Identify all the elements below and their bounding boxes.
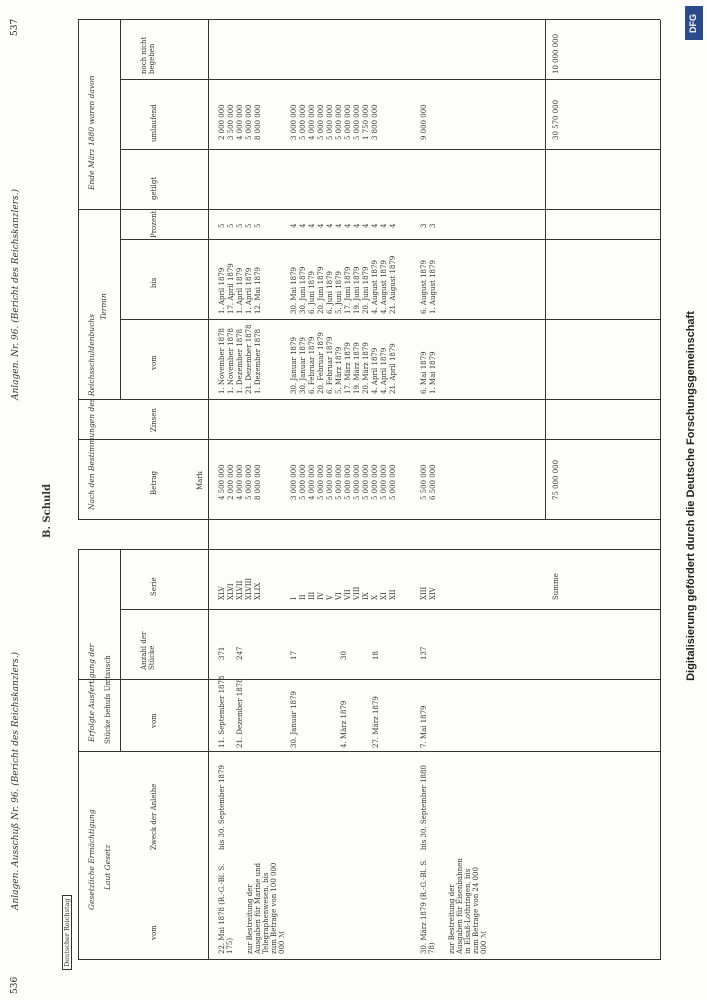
row2-from-3: 6. Februar 1879 (308, 336, 316, 394)
row1-pct-4: 5 (245, 223, 253, 228)
left-page-number: 536 (10, 976, 20, 994)
row2-from-5: 6. Februar 1879 (326, 336, 334, 394)
row2-umlaufend-2: 5 000 000 (299, 104, 307, 140)
row2-series-5: V (326, 594, 334, 600)
header-redeemed-group: Ende März 1880 waren davon (87, 75, 96, 190)
row2-series-3: III (308, 591, 316, 600)
header-due-group: Termin (99, 293, 108, 320)
row3-amount-1: 5 500 000 (420, 464, 428, 500)
row3-from-1: 6. Mai 1879 (420, 351, 428, 394)
row2-pct-1: 4 (290, 223, 298, 228)
dfg-credit-text: Digitalisierung gefördert durch die Deutsche Forschungsgemeinschaft (685, 311, 697, 681)
row2-umlaufend-9: 1 750 000 (362, 104, 370, 140)
row2-umlaufend-7: 5 000 000 (344, 104, 352, 140)
row2-amounts-11: 5 000 000 (380, 464, 388, 500)
header-circulating: umlaufend (150, 104, 158, 142)
totals-not-issued: 10 000 000 (552, 33, 560, 74)
right-running-head: Anlagen. Nr. 96. (Bericht des Reichskanzlers.) (11, 188, 21, 400)
row1-amount-3: 4 000 000 (236, 464, 244, 500)
row1-amount-1: 4 500 000 (218, 464, 226, 500)
row1-count-2: 247 (236, 646, 244, 660)
row1-to-4: 1. April 1879 (245, 267, 253, 314)
row2-pct-10: 4 (371, 223, 379, 228)
row2-issue-date-2: 4. März 1879 (340, 700, 348, 748)
row2-pct-5: 4 (326, 223, 334, 228)
row2-series-8: VIII (353, 586, 361, 600)
header-unit: Mark (196, 471, 204, 490)
header-due-to: bis (150, 277, 158, 288)
row2-amounts-6: 5 000 000 (335, 464, 343, 500)
row2-umlaufend-5: 5 000 000 (326, 104, 334, 140)
row2-from-6: 5. März 1879 (335, 346, 343, 394)
row1-circ-4: 5 000 000 (245, 104, 253, 140)
row2-from-10: 4. April 1879 (371, 347, 379, 394)
row1-to-3: 1. April 1879 (236, 267, 244, 314)
row2-to-5: 6. Juni 1879 (326, 270, 334, 314)
row1-series-2: XLVI (227, 583, 235, 600)
row1-amount-4: 5 000 000 (245, 464, 253, 500)
header-group-right: Nach den Bestimmungen des Reichsschuldenbuchs (87, 314, 96, 510)
header-interest: Zinsen (150, 408, 158, 432)
row1-from-4: 21. Dezember 1878 (245, 324, 253, 394)
header-redeemed: getilgt (150, 176, 158, 200)
row2-issue-date-3: 27. März 1879 (372, 696, 380, 748)
row1-pct-1: 5 (218, 223, 226, 228)
row2-from-12: 21. April 1879 (389, 343, 397, 394)
row2-amounts-3: 4 000 000 (308, 464, 316, 500)
row1-series-1: XLV (218, 586, 226, 600)
row2-to-7: 17. Juni 1879 (344, 266, 352, 314)
row1-count-1: 371 (218, 646, 226, 660)
row2-from-1: 30. Januar 1879 (290, 337, 298, 394)
left-running-head: Anlagen. Ausschuß Nr. 96. (Bericht des Reichskanzlers.) (11, 651, 21, 910)
row3-to-2: 1. August 1879 (429, 260, 437, 314)
row2-pct-12: 4 (389, 223, 397, 228)
row1-to-2: 17. April 1879 (227, 263, 235, 314)
row3-issue-date-1: 7. Mai 1879 (420, 705, 428, 748)
row3-purpose: zur Bestreitung der Ausgaben für Eisenbahnen in Elsaß-Lothringen, bis zum Betrage von 24 000 000 ℳ (448, 858, 488, 954)
row2-umlaufend-6: 5 000 000 (335, 104, 343, 140)
row2-count-3: 18 (372, 651, 380, 660)
row2-count-1: 17 (290, 651, 298, 660)
header-amount: Betrag (150, 470, 158, 495)
header-percent: Prozent (150, 210, 158, 238)
header-due-from: vom (150, 355, 158, 370)
row2-series-9: IX (362, 592, 370, 600)
row1-pct-5: 5 (254, 223, 262, 228)
row2-pct-3: 4 (308, 223, 316, 228)
row2-umlaufend-10: 3 800 000 (371, 104, 379, 140)
row2-umlaufend-8: 5 000 000 (353, 104, 361, 140)
header-issue-group: Erfolgte Ausfertigung der (87, 643, 96, 742)
row2-series-1: I (290, 597, 298, 600)
dfg-logo-icon: DFG (685, 6, 703, 40)
row1-to-1: 1. April 1879 (218, 267, 226, 314)
row1-series-5: XLIX (254, 582, 262, 600)
row3-to-1: 6. August 1879 (420, 260, 428, 314)
row2-series-4: IV (317, 592, 325, 600)
row2-to-8: 19. Juni 1879 (353, 266, 361, 314)
row2-issue-date-1: 30. Januar 1879 (290, 691, 298, 748)
totals-amount: 75 000 000 (552, 459, 560, 500)
row1-to-5: 12. Mai 1879 (254, 267, 262, 314)
row2-pct-7: 4 (344, 223, 352, 228)
row2-pct-6: 4 (335, 223, 343, 228)
row3-series-2: XIV (429, 587, 437, 600)
row1-from-1: 1. November 1878 (218, 328, 226, 394)
header-series: Serie (150, 577, 158, 596)
row1-pct-3: 5 (236, 223, 244, 228)
row3-pct-2: 3 (429, 223, 437, 228)
section-marker: B. Schuld (42, 483, 53, 538)
row2-series-7: VII (344, 589, 352, 600)
row1-from-3: 1. Dezember 1878 (236, 328, 244, 394)
row2-pct-11: 4 (380, 223, 388, 228)
row2-amounts-8: 5 000 000 (353, 464, 361, 500)
row2-to-6: 5. Juni 1879 (335, 270, 343, 314)
row1-from-5: 1. Dezember 1878 (254, 328, 262, 394)
row2-to-3: 6. Juni 1879 (308, 270, 316, 314)
dfg-sidebar (681, 0, 703, 1000)
row1-series-3: XLVII (236, 580, 244, 600)
row2-to-11: 4. August 1879 (380, 260, 388, 314)
row2-from-4: 20. Februar 1879 (317, 332, 325, 394)
row2-series-11: XI (380, 592, 388, 600)
row2-pct-2: 4 (299, 223, 307, 228)
row2-to-9: 20. Juni 1879 (362, 266, 370, 314)
row1-issue-date-2: 21. Dezember 1878 (236, 678, 244, 748)
row2-umlaufend-4: 5 000 000 (317, 104, 325, 140)
row1-amount-5: 8 000 000 (254, 464, 262, 500)
row1-circ-5: 8 000 000 (254, 104, 262, 140)
row2-amounts-5: 5 000 000 (326, 464, 334, 500)
row2-from-11: 4. April 1879 (380, 347, 388, 394)
right-page-number: 537 (10, 18, 20, 36)
row2-count-2: 30 (340, 651, 348, 660)
row3-validity: bis 30. September 1880 (420, 765, 428, 850)
row2-pct-8: 4 (353, 223, 361, 228)
header-count: Anzahl der Stücke (140, 631, 156, 670)
row2-to-4: 20. Juni 1879 (317, 266, 325, 314)
header-not-issued: noch nicht begeben (140, 36, 156, 74)
row2-from-8: 19. März 1879 (353, 342, 361, 394)
row1-circ-3: 4 000 000 (236, 104, 244, 140)
row2-series-2: II (299, 594, 307, 600)
header-law-date: vom (150, 925, 158, 940)
row2-amounts-9: 5 000 000 (362, 464, 370, 500)
row2-pct-9: 4 (362, 223, 370, 228)
row1-series-4: XLVIII (245, 577, 253, 600)
row1-law: 22. Mai 1878 (R.-G.-Bl. S. 175) (218, 863, 234, 954)
row1-purpose: zur Bestreitung der Ausgaben für Marine und Telegraphenwesen, bis zum Betrage von 100 000 000 ℳ (246, 862, 286, 954)
row2-to-1: 30. Mai 1879 (290, 267, 298, 314)
row2-series-12: XII (389, 589, 397, 600)
row3-law: 30. März 1879 (R.-G.-Bl. S. 78) (420, 858, 436, 954)
row2-umlaufend-1: 3 000 000 (290, 104, 298, 140)
row2-amounts-10: 5 000 000 (371, 464, 379, 500)
row1-pct-2: 5 (227, 223, 235, 228)
row2-series-10: X (371, 595, 379, 600)
row3-from-2: 1. Mai 1879 (429, 351, 437, 394)
row3-circ-1: 9 000 000 (420, 104, 428, 140)
row1-issue-date-1: 11. September 1878 (218, 675, 226, 748)
row2-from-9: 20. März 1879 (362, 342, 370, 394)
header-issue-sub: Stücke behufs Umtausch (104, 655, 112, 744)
row3-series-1: XIII (420, 586, 428, 600)
row2-amounts-1: 3 000 000 (290, 464, 298, 500)
row2-to-12: 21. August 1879 (389, 255, 397, 314)
row2-amounts-4: 5 000 000 (317, 464, 325, 500)
row2-amounts-7: 5 000 000 (344, 464, 352, 500)
row3-count-1: 137 (420, 646, 428, 660)
row2-to-2: 30. Juni 1879 (299, 266, 307, 314)
row2-from-7: 17. März 1879 (344, 342, 352, 394)
row3-amount-2: 6 500 000 (429, 464, 437, 500)
header-group-law: Gesetzliche Ermächtigung (87, 809, 96, 910)
header-issue-day: vom (150, 713, 158, 728)
row2-amounts-2: 5 000 000 (299, 464, 307, 500)
row2-from-2: 30. Januar 1879 (299, 337, 307, 394)
totals-label: Summe (552, 573, 560, 600)
header-purpose: Zweck der Anleihe (150, 783, 158, 850)
totals-circulating: 30 570 000 (552, 99, 560, 140)
row1-circ-1: 2 000 000 (218, 104, 226, 140)
reichstag-stamp: Deutscher Reichstag (62, 895, 72, 970)
row1-from-2: 1. November 1878 (227, 328, 235, 394)
row3-pct-1: 3 (420, 223, 428, 228)
header-law: Laut Gesetz (103, 844, 112, 890)
row2-amounts-12: 5 000 000 (389, 464, 397, 500)
row1-circ-2: 3 500 000 (227, 104, 235, 140)
row2-umlaufend-3: 4 000 000 (308, 104, 316, 140)
row2-pct-4: 4 (317, 223, 325, 228)
row2-series-6: VI (335, 592, 343, 600)
row1-validity: bis 30. September 1879 (218, 765, 226, 850)
row1-amount-2: 2 000 000 (227, 464, 235, 500)
row2-to-10: 4. August 1879 (371, 260, 379, 314)
